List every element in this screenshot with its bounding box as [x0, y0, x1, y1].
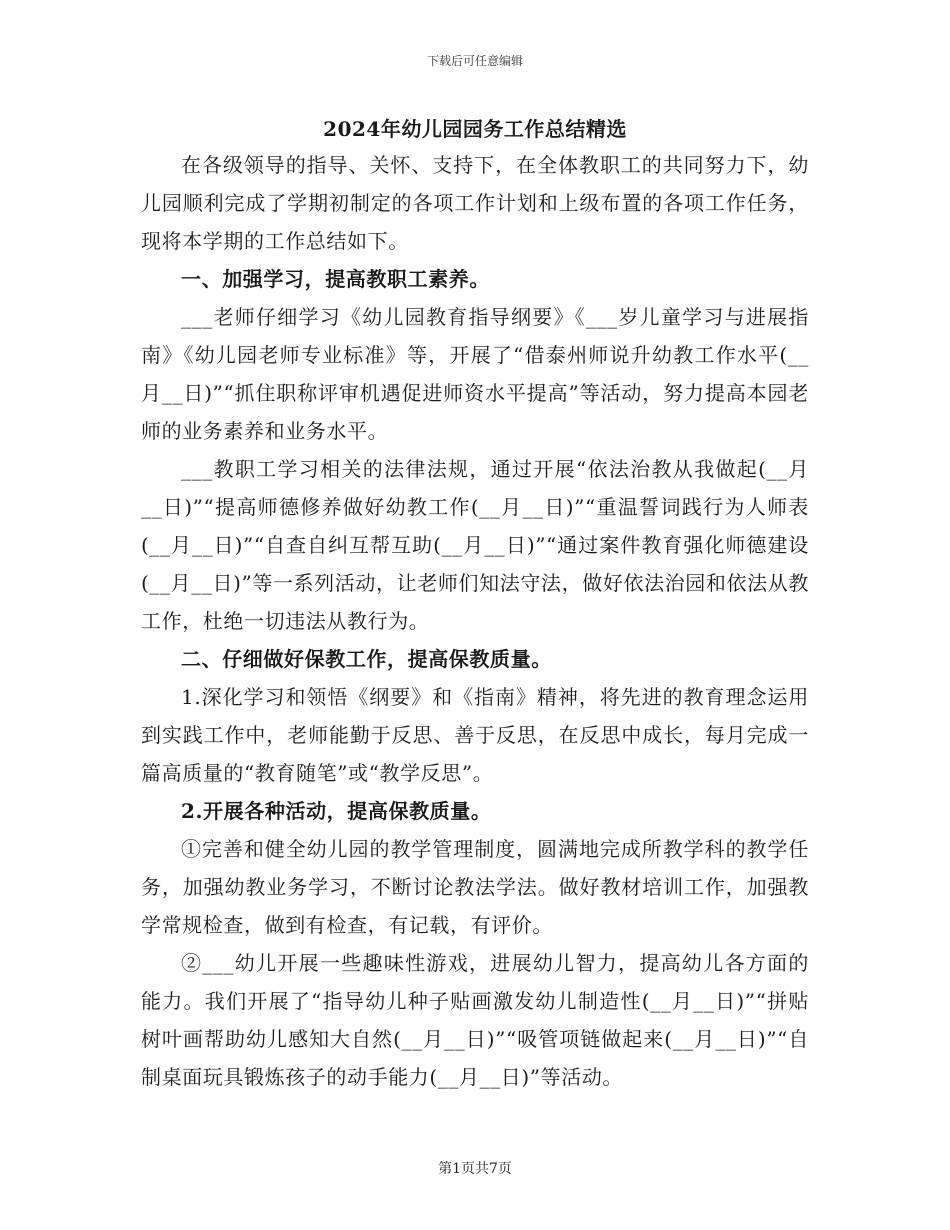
document-title: 2024年幼儿园园务工作总结精选 [323, 117, 627, 141]
document-body [141, 114, 809, 1096]
paragraph-circle-1: ①完善和健全幼儿园的教学管理制度，圆满地完成所教学科的教学任务，加强幼教业务学习，不断讨论教法学法。做好教材培训工作，加强教学常规检查，做到有检查，有记载，有评价。 [141, 837, 809, 937]
paragraph-study: ___老师仔细学习《幼儿园教育指导纲要》《___岁儿童学习与进展指南》《幼儿园老师专业标准》等，开展了“借泰州师说升幼教工作水平(__月__日)”“抓住职称评审机遇促进师资水平提高”等活动，努力提高本园老师的业务素养和业务水平。 [141, 305, 809, 443]
subheading-item-2: 2.开展各种活动，提高保教质量。 [181, 799, 492, 823]
section-heading-1: 一、加强学习，提高教职工素养。 [181, 267, 490, 291]
page-header: 下载后可任意编辑 [426, 54, 523, 68]
intro-paragraph: 在各级领导的指导、关怀、支持下，在全体教职工的共同努力下，幼儿园顺利完成了学期初制定的各项工作计划和上级布置的各项工作任务，现将本学期的工作总结如下。 [141, 153, 809, 253]
paragraph-law: ___教职工学习相关的法律法规，通过开展“依法治教从我做起(__月__日)”“提高师德修养做好幼教工作(__月__日)”“重温誓词践行为人师表(__月__日)”“自查自纠互帮互助(__月__日)”“通过案件教育强化师德建设(__月__日)”等一系列活动，让老师们知法守法，做好依法治园和依法从教工作，杜绝一切违法从教行为。 [141, 457, 809, 633]
paragraph-item-1: 1.深化学习和领悟《纲要》和《指南》精神，将先进的教育理念运用到实践工作中，老师能勤于反思、善于反思，在反思中成长，每月完成一篇高质量的“教育随笔”或“教学反思”。 [141, 685, 809, 785]
section-heading-2: 二、仔细做好保教工作，提高保教质量。 [181, 647, 552, 671]
page-footer: 第1页共7页 [438, 1161, 512, 1177]
paragraph-circle-2: ②___幼儿开展一些趣味性游戏，进展幼儿智力，提高幼儿各方面的能力。我们开展了“指导幼儿种子贴画激发幼儿制造性(__月__日)”“拼贴树叶画帮助幼儿感知大自然(__月__日)”“吸管项链做起来(__月__日)”“自制桌面玩具锻炼孩子的动手能力(__月__日)”等活动。 [141, 951, 809, 1089]
